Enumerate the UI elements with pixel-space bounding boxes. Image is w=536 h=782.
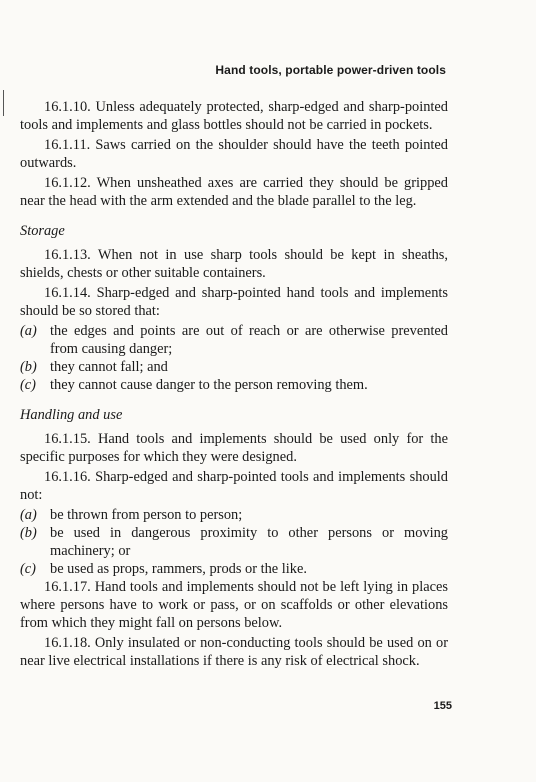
margin-mark bbox=[3, 90, 4, 116]
list-marker: (b) bbox=[20, 525, 37, 541]
list-marker: (a) bbox=[20, 323, 37, 339]
page-number: 155 bbox=[433, 700, 452, 712]
paragraph-16-1-13: 16.1.13. When not in use sharp tools should be kept in sheaths, shields, chests or other suitable containers. bbox=[20, 247, 448, 281]
handling-list bbox=[20, 506, 448, 578]
list-marker: (c) bbox=[20, 377, 36, 393]
list-item bbox=[20, 560, 448, 578]
section-heading-handling: Handling and use bbox=[20, 407, 123, 423]
list-marker: (c) bbox=[20, 561, 36, 577]
body-text bbox=[20, 98, 448, 672]
paragraph-16-1-14: 16.1.14. Sharp-edged and sharp-pointed hand tools and implements should be so stored that: bbox=[20, 285, 448, 319]
paragraph-16-1-18: 16.1.18. Only insulated or non-conducting tools should be used on or near live electrical installations if there is any risk of electrical shock. bbox=[20, 635, 448, 669]
paragraph-16-1-12: 16.1.12. When unsheathed axes are carried they should be gripped near the head with the arm extended and the blade parallel to the leg. bbox=[20, 175, 448, 209]
list-item bbox=[20, 524, 448, 560]
paragraph-16-1-11: 16.1.11. Saws carried on the shoulder should have the teeth pointed outwards. bbox=[20, 137, 448, 171]
list-item-text: the edges and points are out of reach or are otherwise prevented from causing danger; bbox=[50, 323, 448, 357]
list-item-text: be used in dangerous proximity to other persons or moving machinery; or bbox=[50, 525, 448, 559]
list-item-text: they cannot cause danger to the person removing them. bbox=[50, 377, 368, 393]
list-marker: (b) bbox=[20, 359, 37, 375]
list-marker: (a) bbox=[20, 507, 37, 523]
paragraph-16-1-10: 16.1.10. Unless adequately protected, sharp-edged and sharp-pointed tools and implements and glass bottles should not be carried in pockets. bbox=[20, 99, 448, 133]
paragraph-16-1-17: 16.1.17. Hand tools and implements should not be left lying in places where persons have to work or pass, or on scaffolds or other elevations from which they might fall on persons below. bbox=[20, 579, 448, 631]
storage-list bbox=[20, 322, 448, 394]
list-item-text: be used as props, rammers, prods or the like. bbox=[50, 561, 307, 577]
paragraph-16-1-16: 16.1.16. Sharp-edged and sharp-pointed tools and implements should not: bbox=[20, 469, 448, 503]
list-item-text: they cannot fall; and bbox=[50, 359, 168, 375]
list-item bbox=[20, 358, 448, 376]
list-item bbox=[20, 506, 448, 524]
paragraph-16-1-15: 16.1.15. Hand tools and implements should be used only for the specific purposes for which they were designed. bbox=[20, 431, 448, 465]
list-item bbox=[20, 376, 448, 394]
running-header: Hand tools, portable power-driven tools bbox=[215, 63, 446, 77]
list-item-text: be thrown from person to person; bbox=[50, 507, 243, 523]
list-item bbox=[20, 322, 448, 358]
section-heading-storage: Storage bbox=[20, 223, 65, 239]
